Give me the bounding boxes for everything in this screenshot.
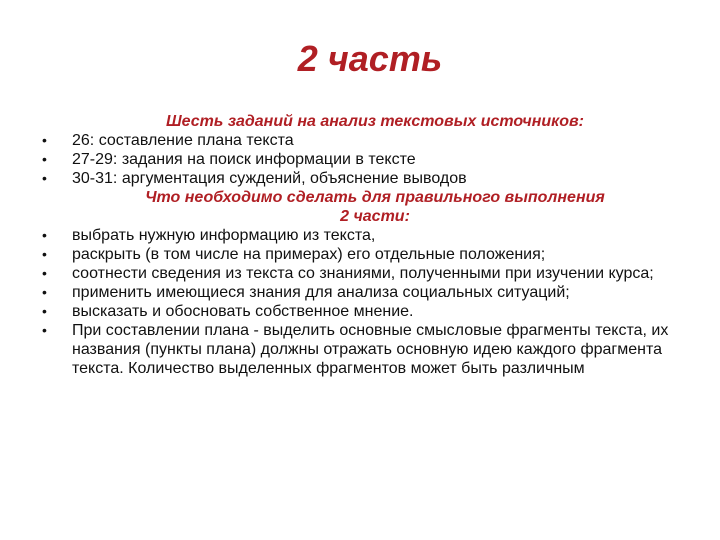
bullet-icon: • <box>42 132 47 148</box>
list-item-text: раскрыть (в том числе на примерах) его отдельные положения; <box>72 246 546 263</box>
bullet-icon: • <box>42 151 47 167</box>
bullet-icon: • <box>42 322 47 338</box>
list-item <box>40 169 680 188</box>
section1-list <box>40 131 680 188</box>
list-item-text: 27-29: задания на поиск информации в тексте <box>72 151 416 168</box>
slide-title: 2 часть <box>297 38 443 79</box>
section2-list <box>40 226 680 378</box>
list-item-text: 26: составление плана текста <box>72 132 294 149</box>
list-item <box>40 264 680 283</box>
bullet-icon: • <box>42 246 47 262</box>
list-item <box>40 321 680 378</box>
section2-heading-line2: 2 части: <box>340 208 410 225</box>
list-item-text: 30-31: аргументация суждений, объяснение выводов <box>72 170 467 187</box>
bullet-icon: • <box>42 265 47 281</box>
bullet-icon: • <box>42 284 47 300</box>
list-item <box>40 245 680 264</box>
list-item-text: высказать и обосновать собственное мнение. <box>72 303 414 320</box>
list-item <box>40 150 680 169</box>
slide-body <box>40 112 680 378</box>
list-item <box>40 131 680 150</box>
list-item <box>40 302 680 321</box>
list-item-text: применить имеющиеся знания для анализа социальных ситуаций; <box>72 284 570 301</box>
list-item-text: При составлении плана - выделить основные смысловые фрагменты текста, их названия (пункты плана) должны отражать основную идею каждого фрагмента текста. Количество выделенных фрагментов может быть различным <box>72 322 669 377</box>
bullet-icon: • <box>42 227 47 243</box>
list-item <box>40 283 680 302</box>
bullet-icon: • <box>42 303 47 319</box>
section2-heading-line1: Что необходимо сделать для правильного выполнения <box>145 189 605 206</box>
list-item <box>40 226 680 245</box>
section1-heading: Шесть заданий на анализ текстовых источников: <box>165 113 585 130</box>
list-item-text: соотнести сведения из текста со знаниями, полученными при изучении курса; <box>72 265 654 282</box>
list-item-text: выбрать нужную информацию из текста, <box>72 227 376 244</box>
bullet-icon: • <box>42 170 47 186</box>
